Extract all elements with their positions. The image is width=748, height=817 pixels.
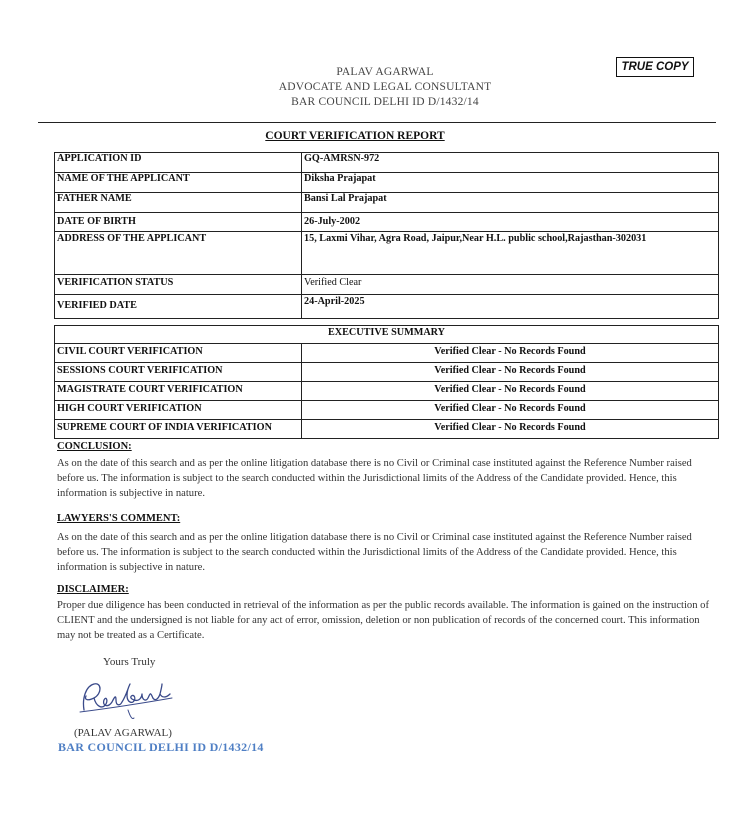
table-row <box>55 344 719 363</box>
true-copy-stamp: TRUE COPY <box>616 57 694 77</box>
table-row <box>55 382 719 401</box>
detail-label: APPLICATION ID <box>55 153 302 173</box>
conclusion-heading: CONCLUSION: <box>57 441 132 452</box>
table-row <box>55 193 719 213</box>
table-row <box>55 173 719 193</box>
disclaimer-text: Proper due diligence has been conducted in retrieval of the information as per the public records available. The information is gained on the instruction of CLIENT and the undersigned is not liable for any act of error, omission, deletion or non publication of records of the concerned court. This information may not be treated as a Certificate. <box>57 600 709 641</box>
detail-label: NAME OF THE APPLICANT <box>55 173 302 193</box>
detail-value: GQ-AMRSN-972 <box>302 153 719 173</box>
handwritten-signature-icon <box>76 676 176 722</box>
detail-value: Bansi Lal Prajapat <box>302 193 719 213</box>
table-row <box>55 213 719 232</box>
lawyers-comment-text: As on the date of this search and as per the online litigation database there is no Civil or Criminal case instituted against the Reference Number raised before us. The information is subject to the search conducted within the Jurisdictional limits of the Address of the Candidate provided. Hence, this information is subjective in nature. <box>57 532 692 573</box>
applicant-details-table <box>54 152 719 319</box>
advocate-name: PALAV AGARWAL <box>336 66 434 78</box>
detail-label: FATHER NAME <box>55 193 302 213</box>
table-row <box>55 275 719 295</box>
summary-label: SUPREME COURT OF INDIA VERIFICATION <box>55 420 302 439</box>
detail-value: 26-July-2002 <box>302 213 719 232</box>
table-row <box>55 420 719 439</box>
detail-label: ADDRESS OF THE APPLICANT <box>55 232 302 275</box>
detail-value: 24-April-2025 <box>302 295 719 319</box>
summary-label: CIVIL COURT VERIFICATION <box>55 344 302 363</box>
executive-summary-table <box>54 325 719 439</box>
report-title: COURT VERIFICATION REPORT <box>265 130 445 142</box>
detail-label: VERIFICATION STATUS <box>55 275 302 295</box>
table-row <box>55 295 719 319</box>
summary-value: Verified Clear - No Records Found <box>302 401 719 420</box>
advocate-designation: ADVOCATE AND LEGAL CONSULTANT <box>278 81 492 93</box>
header-divider <box>38 122 716 123</box>
table-row <box>55 232 719 275</box>
table-row <box>55 401 719 420</box>
summary-value: Verified Clear - No Records Found <box>302 382 719 401</box>
detail-value: 15, Laxmi Vihar, Agra Road, Jaipur,Near H.L. public school,Rajasthan-302031 <box>302 232 719 275</box>
detail-label: VERIFIED DATE <box>55 295 302 319</box>
summary-value: Verified Clear - No Records Found <box>302 344 719 363</box>
signatory-bar-id: BAR COUNCIL DELHI ID D/1432/14 <box>58 740 264 754</box>
detail-label: DATE OF BIRTH <box>55 213 302 232</box>
executive-summary-heading: EXECUTIVE SUMMARY <box>55 326 719 344</box>
summary-label: HIGH COURT VERIFICATION <box>55 401 302 420</box>
summary-value: Verified Clear - No Records Found <box>302 420 719 439</box>
table-row <box>55 363 719 382</box>
summary-label: SESSIONS COURT VERIFICATION <box>55 363 302 382</box>
detail-value: Verified Clear <box>302 275 719 295</box>
detail-value: Diksha Prajapat <box>302 173 719 193</box>
summary-value: Verified Clear - No Records Found <box>302 363 719 382</box>
table-row <box>55 326 719 344</box>
signatory-name: (PALAV AGARWAL) <box>74 727 172 739</box>
lawyers-comment-heading: LAWYERS'S COMMENT: <box>57 513 181 524</box>
table-row <box>55 153 719 173</box>
conclusion-text: As on the date of this search and as per the online litigation database there is no Civil or Criminal case instituted against the Reference Number raised before us. The information is subject to the search conducted within the Jurisdictional limits of the Address of the Candidate provided. Hence, this information is subjective in nature. <box>57 458 692 499</box>
disclaimer-heading: DISCLAIMER: <box>57 584 129 595</box>
summary-label: MAGISTRATE COURT VERIFICATION <box>55 382 302 401</box>
advocate-bar-id: BAR COUNCIL DELHI ID D/1432/14 <box>291 96 479 108</box>
closing-text: Yours Truly <box>103 656 156 668</box>
